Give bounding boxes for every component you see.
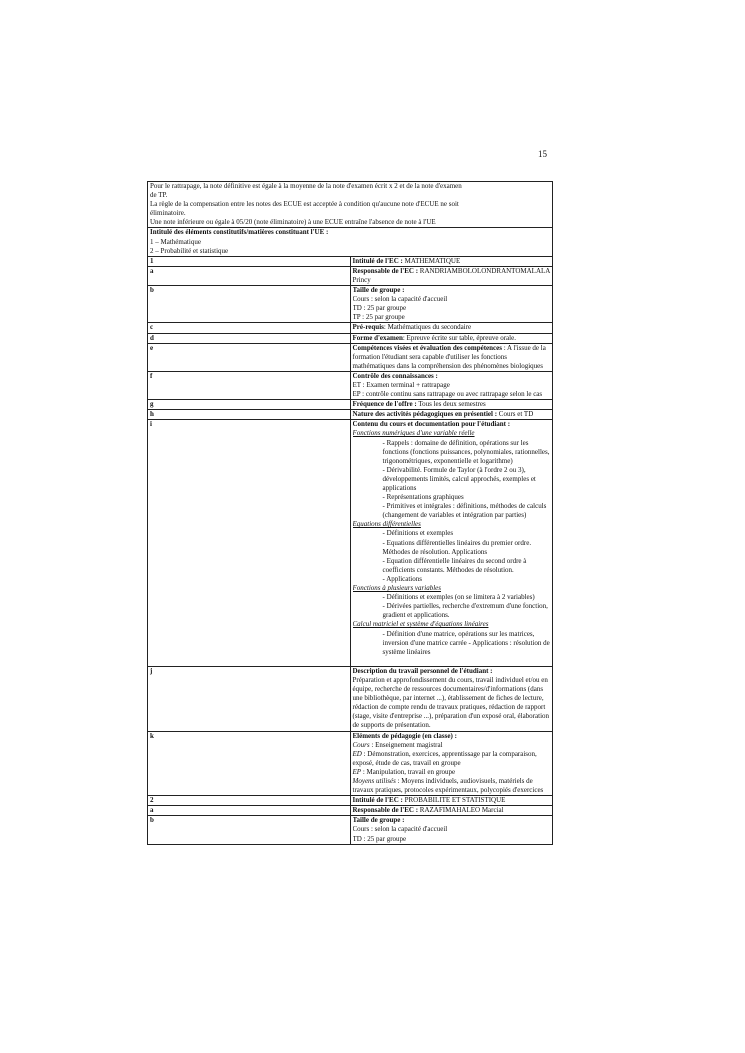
ec1-row-d xyxy=(148,333,553,343)
ec1-row-e xyxy=(148,343,553,371)
content-item: - Définition d'une matrice, opérations sur les matrices, inversion d'une matrice carrée - Applications : résolution de système linéaires xyxy=(382,629,550,656)
content-item: - Applications xyxy=(382,574,422,583)
content-item: - Equation différentielle linéaires du second ordre à coefficients constants. Méthodes de résolution. xyxy=(382,556,527,574)
row-label: e xyxy=(148,343,351,371)
pedagogy-text: : Enseignement magistral xyxy=(369,740,443,749)
row-label: f xyxy=(148,371,351,399)
pedagogy-text: : Moyens individuels, audiovisuels, matériels de travaux pratiques, protocoles expérimentaux, polycopiés d'exercices xyxy=(352,777,544,795)
ec1-row-f xyxy=(148,371,553,399)
ec1-row-i xyxy=(148,420,553,667)
row-text: Préparation et approfondissement du cours, travail individuel et/ou en équipe, recherche de ressources documentaires/d'informations (dans une bibliothèque, par internet ...), établissement de fiches de lecture, rédaction de compte rendu de travaux pratiques, rédaction de rapport (stage, visite d'entreprise ...), préparation d'un exposé oral, élaboration de supports de présentation. xyxy=(352,675,550,730)
row-value: Tous les deux semestres xyxy=(418,400,486,409)
ec-title-label: Intitulé de l'EC : xyxy=(352,256,403,265)
row-label: g xyxy=(148,400,351,410)
ec1-row-h xyxy=(148,410,553,420)
row-title: Eléments de pédagogie (en classe) : xyxy=(352,731,457,740)
ecs-row xyxy=(148,228,553,256)
content-heading: Fonctions à plusieurs variables xyxy=(352,584,441,593)
row-title: Contrôle des connaissances : xyxy=(352,371,438,380)
row-title: Fréquence de l'offre : xyxy=(352,400,417,409)
row-title: Contenu du cours et documentation pour l'étudiant : xyxy=(352,420,511,429)
content-spacer xyxy=(353,657,551,666)
row-line: Cours : selon la capacité d'accueil xyxy=(352,825,448,834)
ec-title-value: PROBABILITE ET STATISTIQUE xyxy=(404,796,506,805)
ec1-row-k xyxy=(148,731,553,796)
row-line: ET : Examen terminal + rattrapage xyxy=(352,380,450,389)
row-label: j xyxy=(148,666,351,731)
ecs-item: 1 – Mathématique xyxy=(150,237,201,246)
intro-line: de TP. xyxy=(150,191,168,200)
row-title: Forme d'examen xyxy=(352,333,403,342)
row-line: TP : 25 par groupe xyxy=(352,313,405,322)
ec2-title-row xyxy=(148,796,553,806)
content-item: - Définitions et exemples (on se limitera à 2 variables) xyxy=(382,593,535,602)
row-title: Responsable de l'EC : xyxy=(352,266,419,275)
row-line: Cours : selon la capacité d'accueil xyxy=(352,295,448,304)
pedagogy-label: ED xyxy=(352,749,362,758)
intro-line: Pour le rattrapage, la note définitive est égale à la moyenne de la note d'examen écrit x 2 et de la note d'examen xyxy=(150,182,462,190)
ec1-row-b xyxy=(148,286,553,323)
ec-title-label: Intitulé de l'EC : xyxy=(352,796,403,805)
content-heading: Fonctions numériques d'une variable réelle xyxy=(352,429,475,438)
row-label: a xyxy=(148,806,351,816)
intro-cell xyxy=(148,182,553,228)
content-item: - Définitions et exemples xyxy=(382,529,454,538)
row-label: k xyxy=(148,731,351,796)
row-label: i xyxy=(148,420,351,667)
pedagogy-line xyxy=(353,777,551,795)
intro-row xyxy=(148,182,553,228)
ec1-row-j xyxy=(148,666,553,731)
row-title: Responsable de l'EC : xyxy=(352,806,419,815)
row-label: c xyxy=(148,323,351,333)
pedagogy-text: : Démonstration, exercices, apprentissage par la comparaison, exposé, étude de cas, travail en groupe xyxy=(352,749,537,767)
intro-line: La règle de la compensation entre les notes des ECUE est acceptée à condition qu'aucune note d'ECUE ne soit xyxy=(150,200,459,209)
row-title: Description du travail personnel de l'étudiant : xyxy=(352,666,493,675)
page-number: 15 xyxy=(538,149,547,159)
row-label: a xyxy=(148,266,351,285)
syllabus-table xyxy=(147,181,553,845)
row-value: : Epreuve écrite sur table, épreuve orale. xyxy=(402,333,516,342)
row-label: 1 xyxy=(148,256,351,266)
content-item: - Primitives et intégrales : définitions, méthodes de calculs (changement de variables et intégration par parties) xyxy=(382,502,547,520)
row-line: TD : 25 par groupe xyxy=(352,304,407,313)
content-item: - Equations différentielles linéaires du premier ordre. Méthodes de résolution. Applications xyxy=(382,538,532,556)
row-value: : Mathématiques du secondaire xyxy=(383,323,472,332)
intro-line: éliminatoire. xyxy=(150,209,186,218)
ec1-title-row xyxy=(148,256,553,266)
row-title: Nature des activités pédagogiques en présentiel : xyxy=(352,410,498,419)
ec2-row-b xyxy=(148,816,553,844)
pedagogy-line xyxy=(353,741,551,750)
ec-title-value: MATHEMATIQUE xyxy=(404,256,461,265)
row-title: Compétences visées et évaluation des compétences xyxy=(352,343,502,352)
ecs-cell xyxy=(148,228,553,256)
row-label: b xyxy=(148,816,351,844)
ec2-row-a xyxy=(148,806,553,816)
row-title: Taille de groupe : xyxy=(352,816,405,825)
pedagogy-line xyxy=(353,768,551,777)
ecs-title: Intitulé des éléments constitutifs/matières constituant l'UE : xyxy=(150,228,329,237)
ec1-row-c xyxy=(148,323,553,333)
row-line: TD : 25 par groupe xyxy=(352,834,407,843)
content-item: - Dérivées partielles, recherche d'extremum d'une fonction, gradient et applications. xyxy=(382,602,548,620)
row-value: : A l'issue de la formation l'étudiant sera capable d'utiliser les fonctions mathématiques dans la compréhension des phénomènes biologiques xyxy=(352,343,546,370)
row-title: Taille de groupe : xyxy=(352,286,405,295)
ec1-row-g xyxy=(148,400,553,410)
row-title: Pré-requis xyxy=(352,323,384,332)
content-item: - Représentations graphiques xyxy=(382,493,464,502)
pedagogy-text: : Manipulation, travail en groupe xyxy=(361,767,456,776)
pedagogy-label: EP xyxy=(352,767,362,776)
intro-line: Une note inférieure ou égale à 05/20 (note éliminatoire) à une ECUE entraîne l'absence de note à l'UE xyxy=(150,218,436,227)
ecs-item: 2 – Probabilité et statistique xyxy=(150,246,229,255)
content-item: - Dérivabilité. Formule de Taylor (à l'ordre 2 ou 3), développements limités, calcul approchés, exemples et applications xyxy=(382,465,536,492)
row-value: RAZAFIMAHALEO Marcial xyxy=(419,806,504,815)
row-label: h xyxy=(148,410,351,420)
ec1-row-a xyxy=(148,266,553,285)
row-label: 2 xyxy=(148,796,351,806)
pedagogy-label: Moyens utilisés xyxy=(352,777,396,785)
row-line: EP : contrôle continu sans rattrapage ou avec rattrapage selon le cas xyxy=(352,390,543,399)
row-value: Cours et TD xyxy=(498,410,534,419)
row-label: b xyxy=(148,286,351,323)
pedagogy-label: Cours xyxy=(352,740,370,749)
pedagogy-line xyxy=(353,750,551,768)
content-heading: Calcul matriciel et système d'équations linéaires xyxy=(352,620,489,629)
content-heading: Equations différentielles xyxy=(352,520,421,529)
row-label: d xyxy=(148,333,351,343)
content-item: - Rappels : domaine de définition, opérations sur les fonctions (fonctions puissances, polynomiales, rationnelles, trigonométriques, exponentielle et logarithme) xyxy=(382,438,550,465)
row-value: RANDRIAMBOLOLONDRANTOMALALA Princy xyxy=(352,266,550,284)
